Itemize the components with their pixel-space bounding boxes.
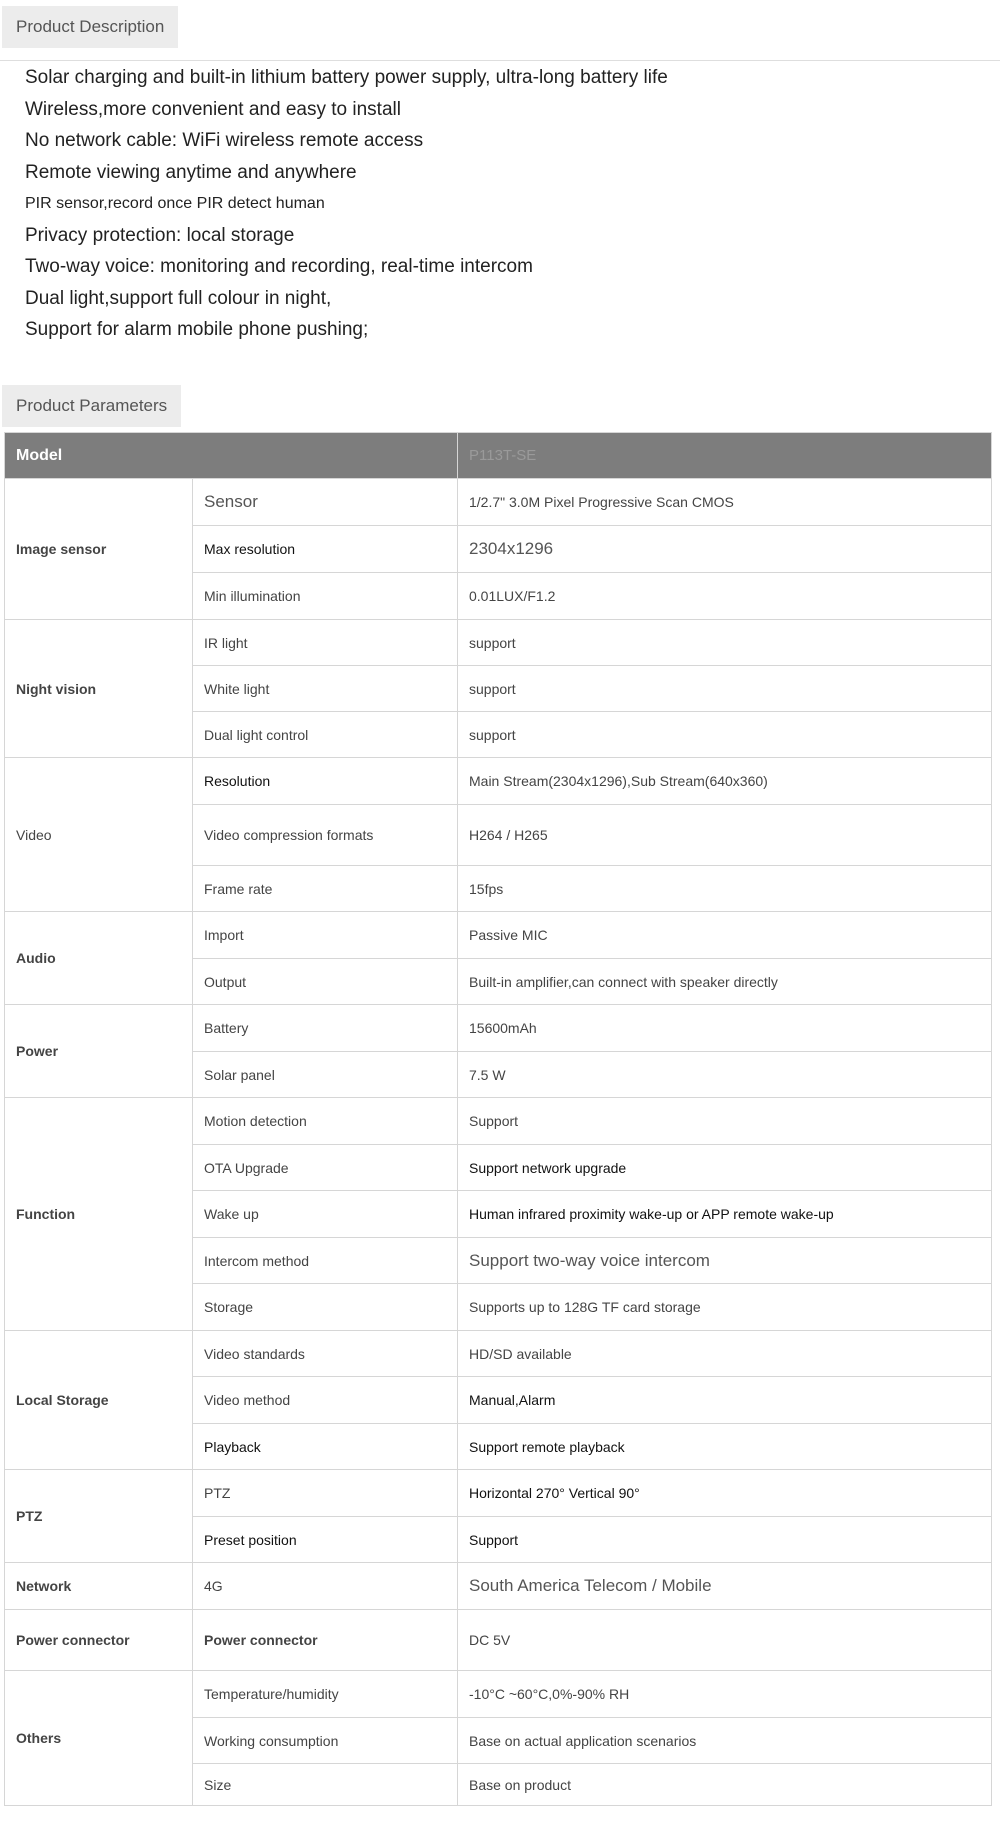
param-value: H264 / H265 (458, 805, 992, 866)
param-label: Frame rate (193, 866, 458, 912)
param-label: Output (193, 959, 458, 1005)
param-value: Support (458, 1098, 992, 1145)
table-row (5, 1671, 992, 1718)
group-label: Image sensor (5, 479, 193, 620)
param-value: 0.01LUX/F1.2 (458, 573, 992, 620)
param-label: Size (193, 1764, 458, 1806)
param-label: Intercom method (193, 1238, 458, 1284)
table-row (5, 912, 992, 959)
feature-item: PIR sensor,record once PIR detect human (25, 195, 325, 212)
model-value: P113T-SE (458, 433, 992, 479)
param-label: Motion detection (193, 1098, 458, 1145)
param-label: Resolution (193, 758, 458, 805)
param-value: 7.5 W (458, 1052, 992, 1098)
param-value: South America Telecom / Mobile (458, 1563, 992, 1610)
section-divider (0, 60, 1000, 61)
param-label: Video standards (193, 1331, 458, 1377)
param-value: support (458, 620, 992, 666)
feature-item: Support for alarm mobile phone pushing; (25, 319, 369, 340)
feature-item: Remote viewing anytime and anywhere (25, 161, 357, 183)
param-value: Supports up to 128G TF card storage (458, 1284, 992, 1331)
model-label: Model (5, 433, 458, 479)
param-value: support (458, 666, 992, 712)
param-label: Storage (193, 1284, 458, 1331)
table-row (5, 758, 992, 805)
product-description-tab[interactable]: Product Description (2, 6, 178, 48)
param-value: HD/SD available (458, 1331, 992, 1377)
param-label: Temperature/humidity (193, 1671, 458, 1718)
param-label: OTA Upgrade (193, 1145, 458, 1191)
param-label: Working consumption (193, 1718, 458, 1764)
param-label: 4G (193, 1563, 458, 1610)
param-value: Base on actual application scenarios (458, 1718, 992, 1764)
feature-item: Two-way voice: monitoring and recording, real-time intercom (25, 256, 533, 277)
param-label: Playback (193, 1424, 458, 1470)
param-value: Support two-way voice intercom (458, 1238, 992, 1284)
feature-list (25, 62, 668, 346)
param-label: Dual light control (193, 712, 458, 758)
table-header-row (5, 433, 992, 479)
param-value: Main Stream(2304x1296),Sub Stream(640x360) (458, 758, 992, 805)
table-row (5, 1005, 992, 1052)
param-value: Horizontal 270° Vertical 90° (458, 1470, 992, 1517)
feature-item: Solar charging and built-in lithium battery power supply, ultra-long battery life (25, 67, 668, 88)
table-row (5, 1331, 992, 1377)
param-value: 15600mAh (458, 1005, 992, 1052)
param-label: Battery (193, 1005, 458, 1052)
param-value: Support (458, 1517, 992, 1563)
group-label: Audio (5, 912, 193, 1005)
group-label: Function (5, 1098, 193, 1331)
table-row (5, 1098, 992, 1145)
param-label: Preset position (193, 1517, 458, 1563)
group-label: Power (5, 1005, 193, 1098)
param-label: Min illumination (193, 573, 458, 620)
param-value: -10°C ~60°C,0%-90% RH (458, 1671, 992, 1718)
param-label: Wake up (193, 1191, 458, 1238)
param-label: Sensor (193, 479, 458, 526)
feature-item: Dual light,support full colour in night, (25, 287, 332, 309)
param-value: Manual,Alarm (458, 1377, 992, 1424)
group-label: Network (5, 1563, 193, 1610)
param-label: Max resolution (193, 526, 458, 573)
feature-item: No network cable: WiFi wireless remote access (25, 130, 424, 151)
table-row (5, 1563, 992, 1610)
param-label: Import (193, 912, 458, 959)
group-label: Power connector (5, 1610, 193, 1671)
param-value: Support remote playback (458, 1424, 992, 1470)
param-label: IR light (193, 620, 458, 666)
param-value: 1/2.7" 3.0M Pixel Progressive Scan CMOS (458, 479, 992, 526)
group-label: PTZ (5, 1470, 193, 1563)
parameters-table (4, 432, 992, 1806)
param-label: Solar panel (193, 1052, 458, 1098)
param-label: Video method (193, 1377, 458, 1424)
group-label: Video (5, 758, 193, 912)
group-label: Local Storage (5, 1331, 193, 1470)
param-label: PTZ (193, 1470, 458, 1517)
table-row (5, 620, 992, 666)
param-value: Human infrared proximity wake-up or APP remote wake-up (458, 1191, 992, 1238)
param-value: Base on product (458, 1764, 992, 1806)
group-label: Others (5, 1671, 193, 1806)
param-value: support (458, 712, 992, 758)
table-row (5, 479, 992, 526)
group-label: Night vision (5, 620, 193, 758)
param-value: 2304x1296 (458, 526, 992, 573)
param-value: Support network upgrade (458, 1145, 992, 1191)
param-label: White light (193, 666, 458, 712)
param-value: Passive MIC (458, 912, 992, 959)
feature-item: Wireless,more convenient and easy to install (25, 98, 401, 120)
table-row (5, 1610, 992, 1671)
param-value: Built-in amplifier,can connect with speaker directly (458, 959, 992, 1005)
table-row (5, 1470, 992, 1517)
feature-item: Privacy protection: local storage (25, 224, 295, 246)
param-label: Video compression formats (193, 805, 458, 866)
param-label: Power connector (193, 1610, 458, 1671)
product-parameters-tab[interactable]: Product Parameters (2, 385, 181, 427)
param-value: DC 5V (458, 1610, 992, 1671)
param-value: 15fps (458, 866, 992, 912)
